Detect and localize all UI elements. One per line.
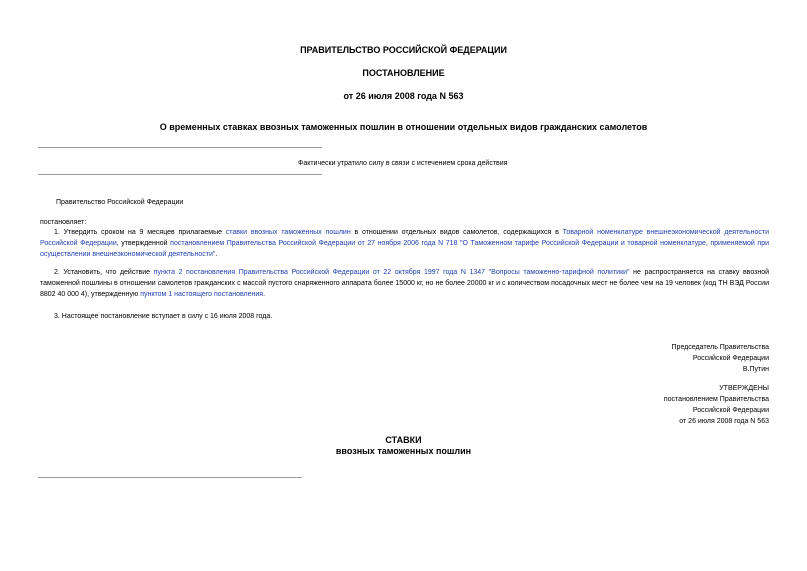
approved-country: Российской Федерации [692,407,769,414]
paragraph-2-text-a: 2. Установить, что действие [54,269,154,276]
signature-country: Российской Федерации [692,355,769,362]
link-point-1[interactable]: пунктом 1 настоящего постановления [140,291,264,298]
approved-date: от 26 июля 2008 года N 563 [679,418,769,425]
link-decree-718[interactable]: постановлением Правительства Российской Федерации от 27 ноября 2006 года N 718 "О Таможенном тарифе Российской Федерации и товарной номенклатуре, применяемой при осуществлении внешнеэкономической деятельности" [40,240,769,258]
document-type: ПОСТАНОВЛЕНИЕ [362,68,445,78]
paragraph-1-text-b: в отношении отдельных видов самолетов, содержащихся в [350,229,563,236]
paragraph-3: 3. Настоящее постановление вступает в силу с 16 июля 2008 года. [54,313,273,320]
status-note: Фактически утратило силу в связи с истечением срока действия [298,160,508,167]
paragraph-1-text-d: . [215,251,218,258]
preamble-decrees: постановляет: [40,219,87,226]
annex-title: СТАВКИ [385,435,422,445]
preamble-authority: Правительство Российской Федерации [56,199,184,206]
link-rates-annex[interactable]: ставки ввозных таможенных пошлин [225,229,351,236]
document-date: от 26 июля 2008 года N 563 [343,91,464,101]
annex-subtitle: ввозных таможенных пошлин [335,446,472,456]
divider-bottom [38,174,322,175]
link-decree-1347[interactable]: пункта 2 постановления Правительства Российской Федерации от 22 октября 1997 года N 1347 "Вопросы таможенно-тарифной политики" [153,269,630,276]
link-commodity-nomenclature[interactable]: Товарной номенклатуре внешнеэкономической деятельности Российской Федерации [40,229,769,247]
paragraph-2 [40,267,769,300]
divider-annex [38,477,302,478]
signature-name: В.Путин [742,366,769,373]
divider-top [38,147,322,148]
approved-heading: УТВЕРЖДЕНЫ [719,385,769,392]
paragraph-2-text-c: . [263,291,266,298]
paragraph-1-text-c: , утвержденной [116,240,171,247]
paragraph-1-text-a: 1. Утвердить сроком на 9 месяцев прилагаемые [54,229,226,236]
signature-position: Председатель Правительства [671,344,769,351]
paragraph-2-text-b: не распространяется на ставку ввозной таможенной пошлины в отношении самолетов гражданских с массой пустого снаряженного аппарата более 15000 кг, но не более 20000 кг и с количеством посадочных мест не более чем на 19 человек (код ТН ВЭД России 8802 40 000 4), утвержденную [40,269,770,298]
approved-by: постановлением Правительства [663,396,769,403]
paragraph-1 [40,227,769,260]
government-heading: ПРАВИТЕЛЬСТВО РОССИЙСКОЙ ФЕДЕРАЦИИ [300,45,507,55]
document-title: О временных ставках ввозных таможенных пошлин в отношении отдельных видов гражданских самолетов [159,122,648,132]
